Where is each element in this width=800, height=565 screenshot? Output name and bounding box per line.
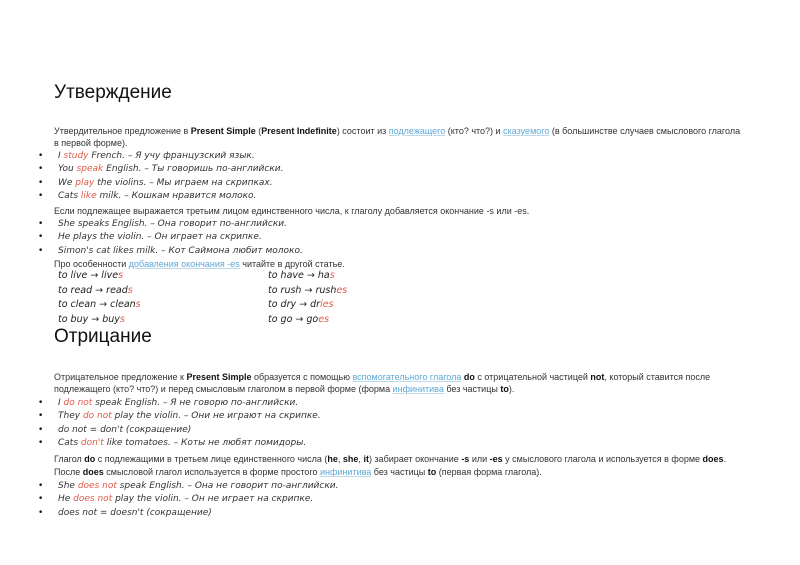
negation-intro: Отрицательное предложение к Present Simple образуется с помощью вспомогательного глагола do с отрицательной частицей not, который ставится после подлежащего (кто? что?) и перед смысловым глаголом в первой форме (форма инфинитива без частицы to). [54, 372, 711, 394]
affirmative-examples [54, 150, 754, 203]
list-item: • Cats like milk. – Кошкам нравится молоко. [54, 190, 754, 203]
link-subject[interactable]: подлежащего [388, 126, 446, 136]
does-rule: Глагол do с подлежащими в третьем лице единственного числа (he, she, it) забирает окончание -s или -es у смыслового глагола и используется в форме does. После does смысловой глагол используется в форме простого инфинитива без частицы to (первая форма глагола). [54, 454, 727, 477]
table-row: to buy → buys to go → goes [58, 313, 330, 325]
table-row: to live → lives to have → has [58, 270, 335, 281]
list-item: • You speak English. – Ты говоришь по-английски. [54, 163, 754, 176]
table-row: to read → reads to rush → rushes [58, 284, 348, 296]
list-item: • She does not speak English. – Она не говорит по-английски. [54, 480, 754, 493]
verb-endings-table [58, 270, 478, 328]
list-item: • I study French. – Я учу французский язык. [54, 150, 754, 163]
link-es-ending[interactable]: добавления окончания -es [128, 259, 240, 269]
list-item: • We play the violins. – Мы играем на скрипках. [54, 177, 754, 190]
third-person-rule: Если подлежащее выражается третьим лицом единственного числа, к глаголу добавляется окончание -s или -es. [54, 206, 530, 216]
link-predicate[interactable]: сказуемого [503, 126, 550, 136]
affirmative-intro: Утвердительное предложение в Present Simple (Present Indefinite) состоит из подлежащего (кто? что?) и сказуемого (в большинстве случаев смыслового глагола в первой форме). [54, 126, 741, 148]
link-auxiliary-verb[interactable]: вспомогательного глагола [352, 372, 462, 382]
list-item: • do not = don't (сокращение) [54, 424, 754, 437]
link-simple-infinitive[interactable]: инфинитива [320, 467, 372, 477]
heading-negation: Отрицание [54, 326, 152, 347]
negation-examples [54, 397, 754, 450]
list-item: • They do not play the violin. – Они не играют на скрипке. [54, 410, 754, 423]
list-item: • I do not speak English. – Я не говорю по-английски. [54, 397, 754, 410]
heading-affirmative: Утверждение [54, 82, 172, 103]
list-item: • Cats don't like tomatoes. – Коты не любят помидоры. [54, 437, 754, 450]
link-infinitive[interactable]: инфинитива [392, 383, 444, 394]
list-item: • Simon's cat likes milk. – Кот Саймона любит молоко. [54, 245, 754, 258]
list-item: • She speaks English. – Она говорит по-английски. [54, 218, 754, 231]
list-item: • He does not play the violin. – Он не играет на скрипке. [54, 493, 754, 506]
list-item: • does not = doesn't (сокращение) [54, 507, 754, 520]
list-item: • He plays the violin. – Он играет на скрипке. [54, 231, 754, 244]
table-row: to clean → cleans to dry → dries [58, 299, 334, 310]
does-examples [54, 480, 754, 520]
third-person-examples [54, 218, 754, 258]
es-note: Про особенности добавления окончания -es читайте в другой статье. [54, 259, 345, 269]
